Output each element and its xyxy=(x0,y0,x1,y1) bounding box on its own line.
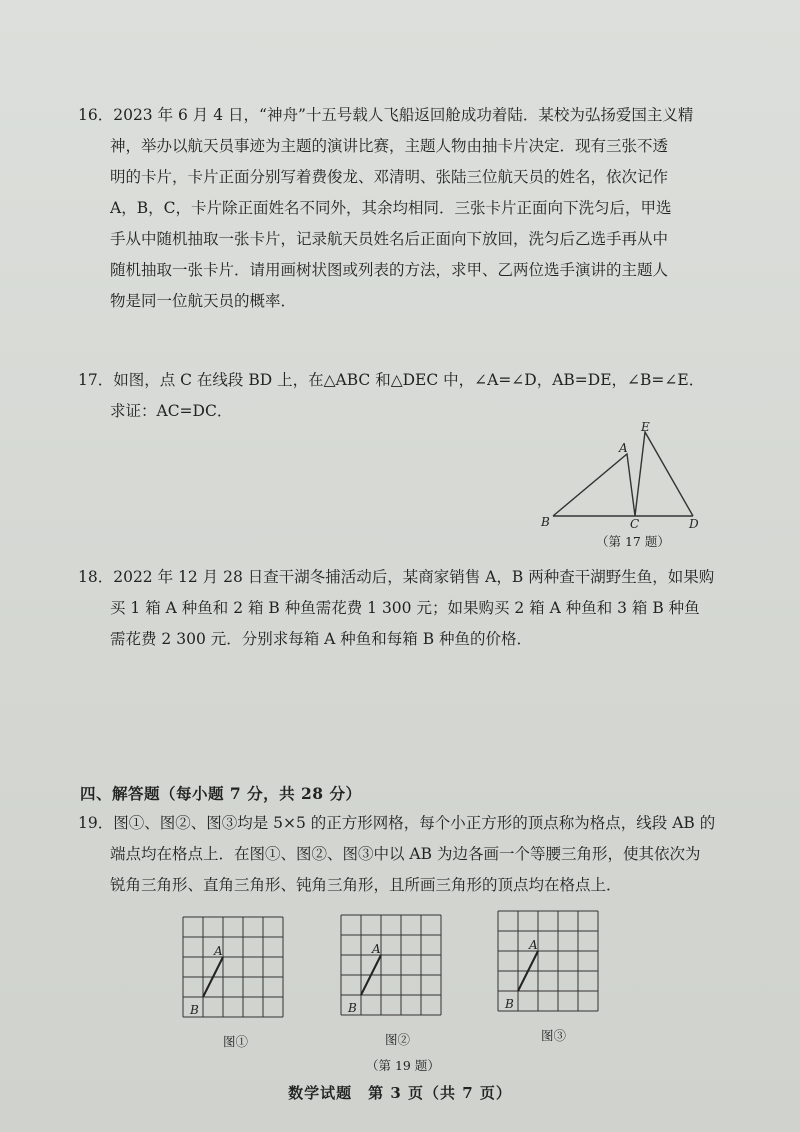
grid-2-caption: 图② xyxy=(385,1032,411,1047)
q17-line: 17．如图，点 C 在线段 BD 上，在△ABC 和△DEC 中，∠A=∠D，AB=DE，∠B=∠E． xyxy=(78,371,705,389)
grid-figure-3 xyxy=(493,906,603,1021)
q16-line: 随机抽取一张卡片．请用画树状图或列表的方法，求甲、乙两位选手演讲的主题人 xyxy=(110,261,669,279)
q16-line: 物是同一位航天员的概率． xyxy=(110,292,297,310)
page-footer: 数学试题 第 3 页（共 7 页） xyxy=(288,1084,512,1102)
label-e: E xyxy=(641,420,650,434)
triangle-abc xyxy=(553,454,635,516)
label-d: D xyxy=(689,517,699,530)
grid-figure-2 xyxy=(336,910,446,1025)
figure-17-caption: （第 17 题） xyxy=(596,534,670,549)
label-a: A xyxy=(529,938,538,952)
question-16 xyxy=(78,100,758,317)
grid-figure-1 xyxy=(178,912,288,1027)
label-a: A xyxy=(619,441,628,455)
label-b: B xyxy=(348,1001,357,1015)
q18-line: 18．2022 年 12 月 28 日查干湖冬捕活动后，某商家销售 A，B 两种查干湖野生鱼，如果购 xyxy=(78,568,715,586)
figure-17-triangles xyxy=(535,420,715,530)
q19-line: 锐角三角形、直角三角形、钝角三角形，且所画三角形的顶点均在格点上． xyxy=(110,876,622,894)
question-17 xyxy=(78,365,758,427)
question-18 xyxy=(78,562,758,655)
q19-line: 端点均在格点上．在图①、图②、图③中以 AB 为边各画一个等腰三角形，使其依次为 xyxy=(110,845,701,863)
grid-lines xyxy=(341,915,441,1015)
grid-lines xyxy=(183,917,283,1017)
q17-line: 求证：AC=DC． xyxy=(110,402,233,420)
q19-line: 19．图①、图②、图③均是 5×5 的正方形网格，每个小正方形的顶点称为格点，线段 AB 的 xyxy=(78,814,716,832)
label-b: B xyxy=(541,515,550,529)
label-b: B xyxy=(190,1003,199,1017)
section-4-title: 四、解答题（每小题 7 分，共 28 分） xyxy=(80,784,362,803)
q16-line: 神，举办以航天员事迹为主题的演讲比赛，主题人物由抽卡片决定．现有三张不透 xyxy=(110,137,669,155)
q18-line: 需花费 2 300 元．分别求每箱 A 种鱼和每箱 B 种鱼的价格． xyxy=(110,630,533,648)
triangle-dec xyxy=(635,432,693,516)
q18-line: 买 1 箱 A 种鱼和 2 箱 B 种鱼需花费 1 300 元；如果购买 2 箱 A 种鱼和 3 箱 B 种鱼 xyxy=(110,599,700,617)
label-a: A xyxy=(214,944,223,958)
q16-line: 明的卡片，卡片正面分别写着费俊龙、邓清明、张陆三位航天员的姓名，依次记作 xyxy=(110,168,669,186)
label-a: A xyxy=(372,942,381,956)
q16-line: 16．2023 年 6 月 4 日，“神舟”十五号载人飞船返回舱成功着陆．某校为弘扬爱国主义精 xyxy=(78,106,694,124)
q16-line: A，B，C，卡片除正面姓名不同外，其余均相同．三张卡片正面向下洗匀后，甲选 xyxy=(110,199,672,217)
figure-19-caption: （第 19 题） xyxy=(366,1058,440,1073)
label-b: B xyxy=(505,997,514,1011)
label-c: C xyxy=(630,517,640,530)
grid-lines xyxy=(498,911,598,1011)
grid-3-caption: 图③ xyxy=(541,1028,567,1043)
question-19 xyxy=(78,808,758,901)
q16-line: 手从中随机抽取一张卡片，记录航天员姓名后正面向下放回，洗匀后乙选手再从中 xyxy=(110,230,669,248)
grid-1-caption: 图① xyxy=(223,1034,249,1049)
